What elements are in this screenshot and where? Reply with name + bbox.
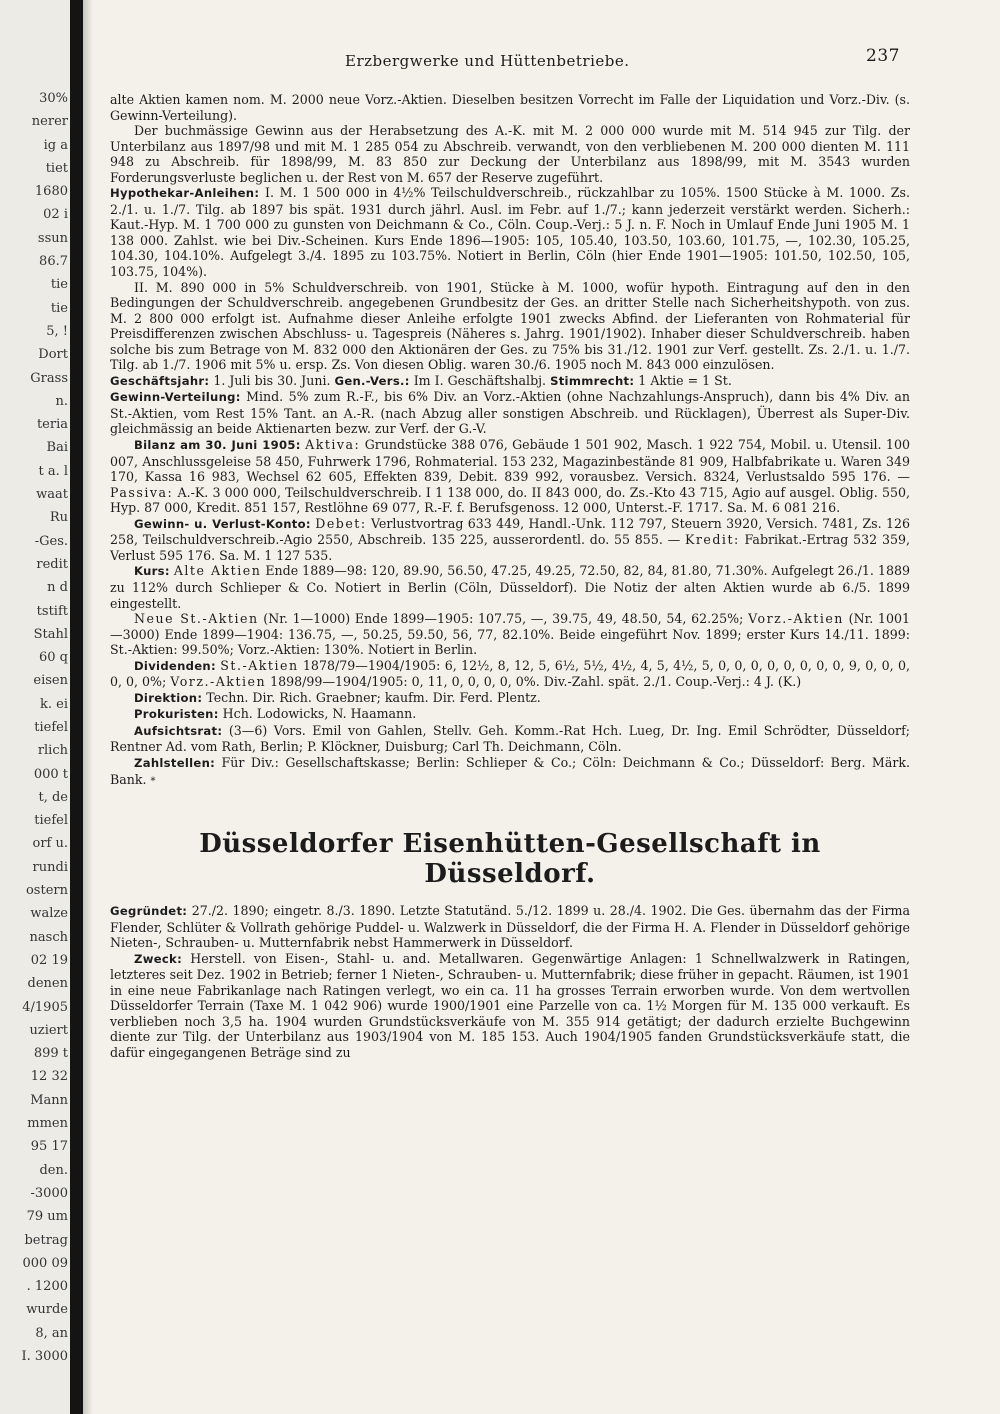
fiscal-year-text: 1. Juli bis 30. Juni. (213, 372, 331, 388)
margin-fragment: tie (50, 277, 68, 293)
paragraph-profit-loss (110, 516, 910, 564)
adjacent-page-fragment (0, 0, 70, 1414)
margin-fragment: ssun (37, 230, 68, 246)
margin-fragment: Bai (46, 440, 68, 456)
passiva-word: Passiva: (110, 484, 174, 500)
margin-fragment: 95 17 (30, 1139, 68, 1155)
book-gutter (70, 0, 83, 1414)
paragraph-new-shares (110, 611, 910, 658)
new-shares-text: (Nr. 1—1000) Ende 1899—1905: 107.75, —, 39.75, 49, 48.50, 54, 62.25%; (263, 611, 744, 627)
label-fiscal-year: Geschäftsjahr: (110, 373, 210, 388)
general-meeting-text: Im I. Geschäftshalbj. (413, 372, 547, 388)
margin-fragment: -3000 (30, 1185, 68, 1201)
label-profit-loss: Gewinn- u. Verlust-Konto: (134, 516, 311, 531)
label-procurators: Prokuristen: (134, 707, 219, 722)
margin-fragment: eisen (33, 673, 68, 689)
label-mortgage-loans: Hypothekar-Anleihen: (110, 186, 260, 201)
paragraph-paying-agents (110, 755, 910, 789)
margin-fragment: denen (27, 976, 68, 992)
debet-text: Verlustvortrag 633 449, Handl.-Unk. 112 797, Steuern 3920, Versich. 7481, Zs. 126 258, Teilschuldverschreib.-Agio 2550, Abschreib. 135 225, ausserordentl. do. 55 855. — (110, 515, 910, 548)
margin-fragment: I. 3000 (21, 1349, 68, 1364)
margin-fragment: 86.7 (39, 254, 68, 270)
margin-fragment: mmen (27, 1116, 68, 1132)
label-price: Kurs: (134, 564, 170, 579)
margin-fragment: Grass (30, 370, 68, 386)
page (110, 40, 910, 1061)
margin-fragment: n d (47, 580, 68, 596)
margin-fragment: Stahl (33, 626, 68, 642)
margin-fragment: rlich (37, 743, 68, 759)
gutter-shadow (83, 0, 93, 1414)
margin-fragment: 8, an (35, 1325, 68, 1341)
paragraph-bond-ii: II. M. 890 000 in 5% Schuldverschreib. von 1901, Stücke à M. 1000, wofür hypoth. Eintragung auf den in den Bedingungen der Schuldverschreib. angegebenen Grundbesitz der Ges. an dritter Stelle nach Sicherheitshypoth. von zus. M. 2 800 000 erfolgt ist. Aufnahme dieser Anleihe erfolgte 1901 zwecks Abfind. der Lieferanten von Rohmaterial für Preisdifferenzen zwischen Abschluss- u. Tagespreis (Näheres s. Jahrg. 1901/1902). Inhaber dieser Schuldverschreib. haben solche bis zum Betrage von M. 832 000 den Aktionären der Ges. zu 75% bis 31./12. 1901 zur Verf. gestellt. Zs. 2./1. u. 1./7. Tilg. ab 1./7. 1906 mit 5% u. ersp. Zs. Von diesen Oblig. waren 30./6. 1905 noch M. 843 000 einzulösen. (110, 279, 910, 373)
margin-fragment: 000 t (33, 766, 68, 782)
company-entry-new (110, 903, 910, 1060)
margin-fragment: 1680 (34, 184, 68, 200)
paragraph-founded (110, 903, 910, 951)
margin-fragment: -Ges. (34, 533, 68, 549)
margin-fragment: 000 09 (22, 1255, 68, 1271)
margin-fragment: 02 i (43, 207, 68, 223)
margin-fragment: nerer (31, 114, 68, 130)
supervisory-board-text: (3—6) Vors. Emil von Gahlen, Stellv. Geh. Komm.-Rat Hch. Lueg, Dr. Ing. Emil Schrödter, Düsseldorf; Rentner Ad. vom Rath, Berlin; P. Klöckner, Duisburg; Carl Th. Deichmann, Cöln. (110, 722, 910, 755)
paragraph-capital: alte Aktien kamen nom. M. 2000 neue Vorz.-Aktien. Dieselben besitzen Vorrecht im Falle der Liquidation und Vorz.-Div. (s. Gewinn-Verteilung). (110, 92, 910, 123)
old-shares-word: Alte Aktien (173, 563, 262, 579)
pref-shares-word: Vorz.-Aktien (748, 611, 844, 627)
paragraph-management (110, 690, 910, 707)
company-heading: Düsseldorfer Eisenhütten-Gesellschaft in Düsseldorf. (199, 829, 821, 890)
margin-fragment: tstift (36, 603, 68, 619)
margin-fragment: t, de (38, 789, 68, 805)
margin-fragment: betrag (24, 1232, 68, 1248)
margin-fragment: Mann (30, 1092, 68, 1108)
founded-text: 27./2. 1890; eingetr. 8./3. 1890. Letzte Statutänd. 5./12. 1899 u. 28./4. 1902. Die Ges. übernahm das der Firma Flender, Schlüter & Vollrath gehörige Puddel- u. Walzwerk in Düsseldorf, die der Firma H. A. Flender in Düsseldorf gehörige Nieten-, Schrauben- u. Mutternfabrik nebst Hammerwerk in Düsseldorf. (110, 903, 910, 951)
div-st-text: 1878/79—1904/1905: 6, 12½, 8, 12, 5, 6½, 5½, 4½, 4, 5, 4½, 5, 0, 0, 0, 0, 0, 0, 0, 0, 9, 0, 0, 0, 0, 0, 0%; (110, 657, 910, 690)
margin-fragment: 79 um (26, 1209, 68, 1225)
running-head (110, 40, 910, 70)
margin-fragment: redit (36, 556, 68, 572)
label-dividends: Dividenden: (134, 658, 216, 673)
aktiva-word: Aktiva: (305, 437, 361, 453)
paragraph-supervisory-board (110, 723, 910, 755)
kredit-word: Kredit: (684, 532, 740, 548)
label-purpose: Zweck: (134, 951, 182, 966)
margin-fragment: 12 32 (30, 1069, 68, 1085)
margin-fragment: tie (50, 300, 68, 316)
margin-fragment: . 1200 (26, 1279, 68, 1295)
paragraph-mortgage-loans (110, 185, 910, 279)
margin-fragment: 30% (39, 91, 68, 106)
margin-fragment: ig a (43, 137, 68, 153)
margin-fragment: 4/1905 (22, 999, 68, 1015)
paragraph-profit-distribution (110, 389, 910, 437)
margin-fragment: k. ei (40, 696, 68, 712)
paragraph-purpose (110, 951, 910, 1061)
margin-fragment: ostern (25, 883, 68, 899)
margin-fragment: 60 q (39, 650, 68, 666)
margin-fragment: den. (39, 1162, 68, 1178)
label-founded: Gegründet: (110, 904, 188, 919)
label-profit-distribution: Gewinn-Verteilung: (110, 390, 241, 405)
margin-fragment: orf u. (32, 836, 68, 852)
margin-fragment: wurde (26, 1302, 68, 1318)
label-balance-sheet: Bilanz am 30. Juni 1905: (134, 438, 301, 453)
margin-fragment: waat (36, 487, 68, 503)
pref-shares-text: (Nr. 1001—3000) Ende 1899—1904: 136.75, —, 50.25, 59.50, 56, 77, 82.10%. Beide eingeführt Nov. 1899; erster Kurs 14./11. 1899: St.-Aktien: 99.50%; Vorz.-Aktien: 130%. Notiert in Berlin. (110, 611, 910, 658)
margin-fragment: tiet (45, 160, 68, 176)
debet-word: Debet: (315, 515, 367, 531)
paragraph-fiscal-year (110, 373, 910, 390)
purpose-text: Herstell. von Eisen-, Stahl- u. and. Metallwaren. Gegenwärtige Anlagen: 1 Schnellwalzwerk in Ratingen, letzteres seit Dez. 1902 in Betrieb; ferner 1 Nieten-, Schrauben- u. Mutternfabrik; diese früher in gepacht. Räumen, ist 1901 in eine neue Fabrikanlage nach Ratingen verlegt, wo ein ca. 11 ha grosses Terrain erworben wurde. Von dem wertvollen Düsseldorfer Terrain (Taxe M. 1 042 906) wurde 1900/1901 eine Parzelle von ca. 1½ Morgen für M. 135 000 verkauft. Es verblieben noch 3,5 ha. 1904 wurden Grundstücksverkäufe von M. 355 914 getätigt; der dadurch erzielte Buchgewinn diente zur Tilg. der Unterbilanz aus 1903/1904 von M. 185 153. Auch 1904/1905 fanden Grundstücksverkäufe statt, die dafür eingegangenen Beträge sind zu (110, 950, 910, 1060)
new-shares-word: Neue St.-Aktien (134, 611, 259, 627)
label-voting-right: Stimmrecht: (550, 373, 635, 388)
margin-fragment: nasch (29, 929, 68, 945)
label-paying-agents: Zahlstellen: (134, 755, 216, 770)
div-st-word: St.-Aktien (220, 657, 299, 673)
kredit-text: Fabrikat.-Ertrag 532 359, Verlust 595 176. Sa. M. 1 127 535. (110, 532, 910, 563)
asterisk-mark: * (150, 775, 156, 787)
paragraph-procurators (110, 706, 910, 723)
procurators-text: Hch. Lodowicks, N. Haamann. (222, 706, 417, 722)
margin-fragment: Ru (49, 510, 68, 526)
div-vorz-word: Vorz.-Aktien (170, 674, 267, 690)
margin-fragment: walze (30, 906, 68, 922)
margin-fragment: teria (36, 417, 68, 433)
management-text: Techn. Dir. Rich. Graebner; kaufm. Dir. Ferd. Plentz. (206, 689, 541, 705)
paragraph-dividends (110, 658, 910, 690)
paragraph-price (110, 563, 910, 611)
paragraph-balance-sheet (110, 437, 910, 516)
margin-fragment: Dort (38, 347, 68, 363)
div-vorz-text: 1898/99—1904/1905: 0, 11, 0, 0, 0, 0, 0%. Div.-Zahl. spät. 2./1. Coup.-Verj.: 4 J. (K.) (270, 674, 802, 690)
company-entry-continued (110, 92, 910, 789)
profit-distribution-text: Mind. 5% zum R.-F., bis 6% Div. an Vorz.-Aktien (ohne Nachzahlungs-Anspruch), dann bis 4% Div. an St.-Aktien, vom Rest 15% Tant. an A.-R. (nach Abzug aller sonstigen Abschreib. und Rücklagen), Überrest als Super-Div. gleichmässig an beide Aktienarten bezw. zur Verf. der G.-V. (110, 389, 910, 437)
margin-fragment: 5, ! (46, 323, 68, 339)
price-text: Ende 1889—98: 120, 89.90, 56.50, 47.25, 49.25, 72.50, 82, 84, 81.80, 71.30%. Aufgelegt 26./1. 1889 zu 112% durch Schlieper & Co. Notiert in Berlin (Cöln, Düsseldorf). Die Notiz der alten Aktien wurde ab 6./5. 1899 eingestellt. (110, 563, 910, 611)
label-general-meeting: Gen.-Vers.: (334, 373, 410, 388)
margin-fragment: rundi (32, 859, 68, 875)
paragraph-reduction: Der buchmässige Gewinn aus der Herabsetzung des A.-K. mit M. 2 000 000 wurde mit M. 514 945 zur Tilg. der Unterbilanz aus 1897/98 und mit M. 1 285 054 zu Abschreib. verwandt, von den verbliebenen M. 200 000 dienten M. 111 948 zu Abschreib. für 1898/99, M. 83 850 zur Deckung der Unterbilanz aus 1898/99, mit M. 3543 wurden Forderungsverluste beglichen u. der Rest von M. 657 der Reserve zugeführt. (110, 123, 910, 185)
voting-right-text: 1 Aktie = 1 St. (638, 372, 732, 388)
margin-fragment: 02 19 (30, 952, 68, 968)
label-management: Direktion: (134, 690, 203, 705)
page-number: 237 (866, 46, 900, 66)
margin-fragment: t a. l (38, 463, 68, 479)
paying-agents-text: Für Div.: Gesellschaftskasse; Berlin: Schlieper & Co.; Cöln: Deichmann & Co.; Düsseldorf: Berg. Märk. Bank. (110, 754, 910, 787)
passiva-text: A.-K. 3 000 000, Teilschuldverschreib. I 1 138 000, do. II 843 000, do. Zs.-Kto 43 715, Agio auf ausgel. Oblig. 550, Hyp. 87 000, Kredit. 851 157, Restlöhne 69 077, R.-F. f. Berufsgenoss. 12 000, Unterst.-F. 1717. Sa. M. 6 081 216. (110, 484, 910, 516)
margin-fragment: uziert (29, 1022, 68, 1038)
label-supervisory-board: Aufsichtsrat: (134, 723, 223, 738)
aktiva-text: Grundstücke 388 076, Gebäude 1 501 902, Masch. 1 922 754, Mobil. u. Utensil. 100 007, Anschlussgeleise 58 450, Fuhrwerk 1796, Rohmaterial. 153 232, Magazinbestände 81 909, Halbfabrikate u. Waren 349 170, Kassa 16 983, Wechsel 62 605, Effekten 839, Debit. 839 992, vorausbez. Versich. 8324, Verlustsaldo 595 176. — (110, 437, 910, 485)
running-title: Erzbergwerke und Hüttenbetriebe. (345, 52, 630, 70)
mortgage-loans-text: I. M. 1 500 000 in 4½% Teilschuldverschreib., rückzahlbar zu 105%. 1500 Stücke à M. 1000. Zs. 2./1. u. 1./7. Tilg. ab 1897 bis spät. 1931 durch jährl. Ausl. im Febr. auf 1./7.; kann jederzeit verstärkt werden. Sicherh.: Kaut.-Hyp. M. 1 700 000 zu gunsten von Deichmann & Co., Cöln. Coup.-Verj.: 5 J. n. F. Noch in Umlauf Ende Juni 1905 M. 1 138 000. Zahlst. wie bei Div.-Scheinen. Kurs Ende 1896—1905: 105, 105.40, 103.50, 103.60, 101.75, —, 102.30, 105.25, 104.30, 104.10%. Aufgelegt 3./4. 1895 zu 103.75%. Notiert in Berlin, Cöln (hier Ende 1901—1905: 101.50, 102.50, 105, 103.75, 104%). (110, 185, 910, 280)
margin-fragment: 899 t (33, 1046, 68, 1062)
margin-fragment: n. (55, 393, 68, 409)
margin-fragment: tiefel (34, 813, 68, 829)
margin-fragment: tiefel (34, 720, 68, 735)
